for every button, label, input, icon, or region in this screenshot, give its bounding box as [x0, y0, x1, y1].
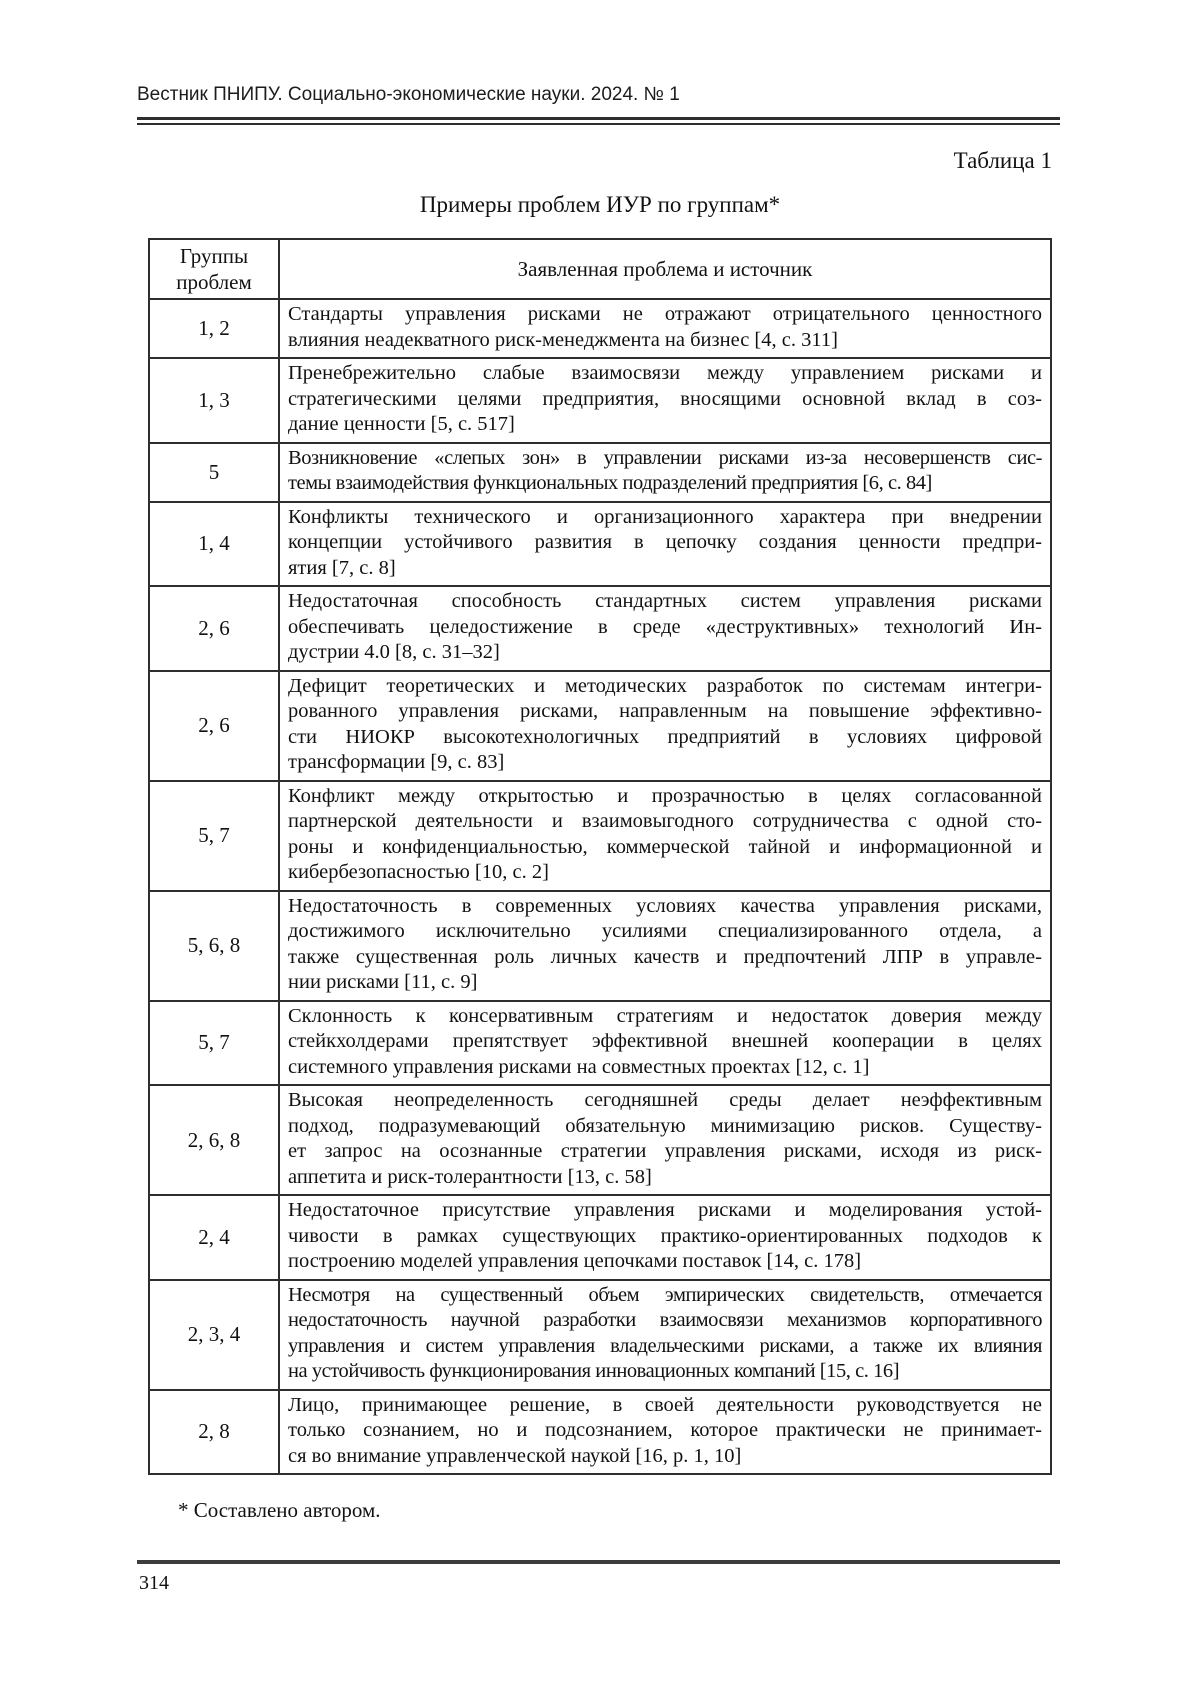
problem-line: Пренебрежительно слабые взаимосвязи между управлением рисками и — [288, 362, 1042, 384]
problem-line: на устойчивость функционирования инновационных компаний [15, с. 16] — [288, 1360, 900, 1382]
problem-cell — [279, 443, 1051, 502]
problem-line: Высокая неопределенность сегодняшней среды делает неэффективным — [288, 1089, 1042, 1111]
problem-line: стейкхолдерами препятствует эффективной внешней кооперации в целях — [288, 1030, 1042, 1052]
column-header-problem: Заявленная проблема и источник — [279, 239, 1051, 299]
table-row — [149, 1195, 1051, 1280]
table-title: Примеры проблем ИУР по группам* — [419, 192, 781, 217]
column-header-groups — [149, 239, 279, 299]
problem-line: недостаточность научной разработки взаимосвязи механизмов корпоративного — [288, 1309, 1042, 1331]
problems-table — [148, 238, 1052, 1475]
problem-line: Несмотря на существенный объем эмпирических свидетельств, отмечается — [288, 1283, 1042, 1306]
problem-line: также существенная роль личных качеств и предпочтений ЛПР в управле- — [288, 945, 1042, 968]
groups-cell: 5, 7 — [149, 781, 279, 891]
problem-line: рованного управления рисками, направленным на повышение эффективно- — [288, 700, 1042, 722]
groups-cell: 5, 6, 8 — [149, 891, 279, 1001]
column-header-groups-line1: Группы — [179, 244, 249, 268]
table-row — [149, 299, 1051, 358]
table-row — [149, 1390, 1051, 1475]
groups-cell: 1, 3 — [149, 358, 279, 443]
table-row — [149, 1280, 1051, 1390]
problem-line: кибербезопасностью [10, с. 2] — [288, 861, 549, 883]
problem-cell — [279, 1280, 1051, 1390]
table-row — [149, 1085, 1051, 1195]
problem-line: Стандарты управления рисками не отражают отрицательного ценностного — [288, 303, 1042, 325]
problem-line: Конфликты технического и организационного характера при внедрении — [288, 505, 1042, 528]
table-row — [149, 671, 1051, 781]
problem-line: Дефицит теоретических и методических разработок по системам интегри- — [288, 674, 1042, 697]
problem-cell — [279, 671, 1051, 781]
table-row — [149, 781, 1051, 891]
problem-line: управления и систем управления владельческими рисками, а также их влияния — [288, 1334, 1042, 1357]
footnote: * Составлено автором. — [178, 1498, 381, 1522]
table-row — [149, 358, 1051, 443]
groups-cell: 2, 4 — [149, 1195, 279, 1280]
table-row — [149, 586, 1051, 671]
page-number: 314 — [139, 1572, 169, 1594]
problem-line: Недостаточность в современных условиях качества управления рисками, — [288, 894, 1042, 917]
table-row — [149, 891, 1051, 1001]
problem-line: Недостаточная способность стандартных систем управления рисками — [288, 590, 1042, 612]
groups-cell: 5, 7 — [149, 1001, 279, 1086]
problem-cell — [279, 299, 1051, 358]
table-row — [149, 1001, 1051, 1086]
problem-line: роны и конфиденциальностью, коммерческой тайной и информационной и — [288, 835, 1042, 858]
problem-line: обеспечивать целедостижение в среде «деструктивных» технологий Ин- — [288, 615, 1042, 638]
groups-cell: 2, 8 — [149, 1390, 279, 1475]
problem-cell — [279, 781, 1051, 891]
problem-line: дание ценности [5, с. 517] — [288, 413, 515, 435]
problem-line: построению моделей управления цепочками поставок [14, с. 178] — [288, 1250, 862, 1272]
problem-line: только сознанием, но и подсознанием, которое практически не принимает- — [288, 1419, 1042, 1441]
footer-rule — [137, 1560, 1060, 1564]
table-header-row — [149, 239, 1051, 299]
table-row — [149, 502, 1051, 587]
problem-line: Конфликт между открытостью и прозрачностью в целях согласованной — [288, 784, 1042, 807]
groups-cell: 1, 2 — [149, 299, 279, 358]
header-rule — [137, 117, 1060, 125]
problem-line: аппетита и риск-толерантности [13, с. 58] — [288, 1165, 652, 1188]
problem-line: темы взаимодействия функциональных подразделений предприятия [6, с. 84] — [288, 472, 932, 494]
problem-cell — [279, 1085, 1051, 1195]
problem-cell — [279, 586, 1051, 671]
problem-line: Возникновение «слепых зон» в управлении рисками из-за несовершенств сис- — [288, 446, 1042, 469]
running-head: Вестник ПНИПУ. Социально-экономические науки. 2024. № 1 — [137, 84, 680, 105]
groups-cell: 2, 6 — [149, 671, 279, 781]
problem-line: Лицо, принимающее решение, в своей деятельности руководствуется не — [288, 1393, 1042, 1416]
problem-line: концепции устойчивого развития в цепочку создания ценности предпри- — [288, 531, 1042, 553]
column-header-groups-line2: проблем — [176, 270, 252, 294]
table-caption: Таблица 1 — [953, 148, 1052, 173]
groups-cell: 1, 4 — [149, 502, 279, 587]
table-row — [149, 443, 1051, 502]
problem-line: ет запрос на осознанные стратегии управления рисками, исходя из риск- — [288, 1140, 1042, 1162]
problem-cell — [279, 502, 1051, 587]
problem-line: ся во внимание управленческой наукой [16, р. 1, 10] — [288, 1444, 742, 1467]
problem-line: партнерской деятельности и взаимовыгодного сотрудничества с одной сто- — [288, 810, 1042, 832]
problem-line: Склонность к консервативным стратегиям и недостаток доверия между — [288, 1004, 1042, 1027]
problem-cell — [279, 1390, 1051, 1475]
problem-line: стратегическими целями предприятия, вносящими основной вклад в соз- — [288, 387, 1042, 410]
problem-line: Недостаточное присутствие управления рисками и моделирования устой- — [288, 1199, 1042, 1221]
groups-cell: 2, 3, 4 — [149, 1280, 279, 1390]
problem-line: ятия [7, с. 8] — [288, 556, 396, 579]
problem-cell — [279, 358, 1051, 443]
problem-line: дустрии 4.0 [8, с. 31–32] — [288, 641, 500, 663]
groups-cell: 5 — [149, 443, 279, 502]
problem-line: влияния неадекватного риск-менеджмента на бизнес [4, с. 311] — [288, 328, 838, 351]
problem-cell — [279, 1001, 1051, 1086]
problem-line: нии рисками [11, с. 9] — [288, 971, 478, 993]
problem-cell — [279, 891, 1051, 1001]
problem-line: трансформации [9, с. 83] — [288, 751, 505, 773]
problem-line: чивости в рамках существующих практико-ориентированных подходов к — [288, 1224, 1042, 1247]
groups-cell: 2, 6 — [149, 586, 279, 671]
problem-line: подход, подразумевающий обязательную минимизацию рисков. Существу- — [288, 1114, 1042, 1137]
problem-line: системного управления рисками на совместных проектах [12, с. 1] — [288, 1055, 870, 1078]
groups-cell: 2, 6, 8 — [149, 1085, 279, 1195]
problem-cell — [279, 1195, 1051, 1280]
problem-line: достижимого исключительно усилиями специализированного отдела, а — [288, 920, 1042, 942]
problem-line: сти НИОКР высокотехнологичных предприятий в условиях цифровой — [288, 725, 1042, 748]
